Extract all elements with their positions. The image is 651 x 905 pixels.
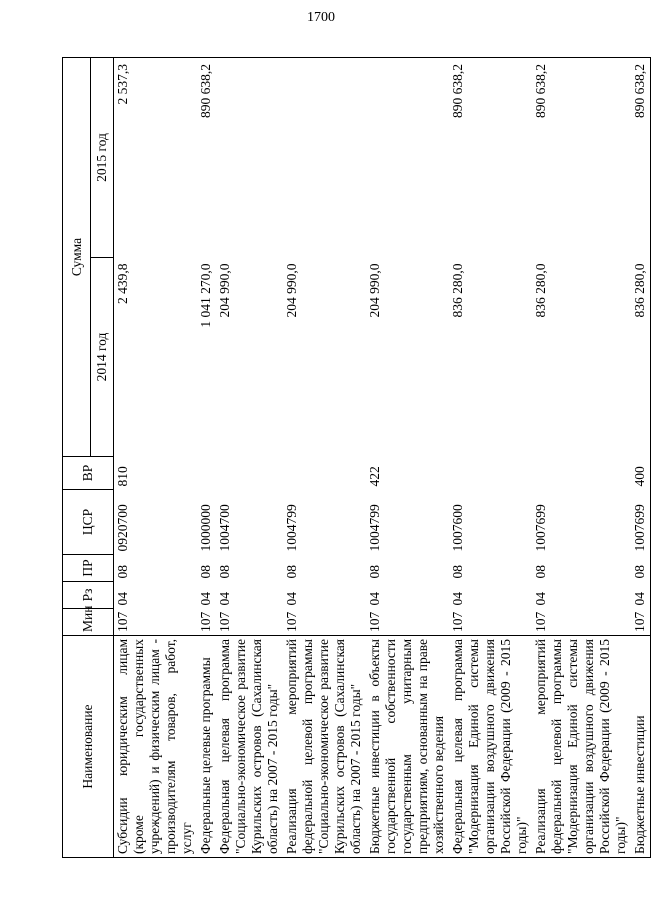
row-vr [449, 457, 532, 490]
header-year-2015: 2015 год [91, 57, 114, 257]
row-name: Бюджетные инвестиции в объекты государственной собственности государственным унитарным предприятиям, основанным на праве хозяйственного ведения [366, 636, 449, 858]
row-rz: 04 [367, 592, 382, 606]
budget-table-sheet [62, 58, 647, 858]
table-row [532, 57, 631, 857]
header-vr: ВР [63, 457, 114, 490]
row-name: Субсидии юридическим лицам (кроме государственных учреждений) и физическим лицам - производителям товаров, работ, услуг [114, 636, 198, 858]
row-sum-2014: 836 280,0 [631, 258, 651, 457]
row-rz: 04 [115, 592, 130, 606]
row-pr: 08 [533, 565, 548, 579]
row-sum-2014: 204 990,0 [367, 263, 382, 318]
row-sum-2014: 204 990,0 [284, 263, 299, 318]
row-sum-2015 [216, 57, 283, 257]
row-min: 107 [631, 609, 651, 636]
row-min: 107 [533, 611, 548, 632]
row-csr: 1004799 [367, 504, 382, 552]
row-pr: 08 [367, 565, 382, 579]
row-pr: 08 [217, 565, 232, 579]
row-vr: 400 [631, 457, 651, 490]
row-csr: 1004700 [217, 504, 232, 552]
table-row [216, 57, 283, 857]
row-pr: 08 [450, 565, 465, 579]
row-name: Реализация мероприятий федеральной целевой программы "Модернизация Единой системы организации воздушного движения Российской Федерации (2009 - 2015 годы)" [532, 636, 631, 858]
page-number: 1700 [307, 10, 335, 25]
rotated-table-container [62, 58, 647, 858]
row-pr: 08 [115, 565, 130, 579]
table-header [63, 57, 114, 857]
header-name: Наименование [63, 636, 114, 858]
row-name: Федеральные целевые программы [197, 636, 216, 858]
header-rz: Рз [63, 582, 114, 609]
header-pr: ПР [63, 555, 114, 582]
row-vr [197, 457, 216, 490]
row-sum-2014: 204 990,0 [217, 263, 232, 318]
row-min: 107 [450, 611, 465, 632]
row-name: Бюджетные инвестиции [631, 636, 651, 858]
header-csr: ЦСР [63, 490, 114, 555]
header-year-2014: 2014 год [91, 258, 114, 457]
row-sum-2015: 890 638,2 [532, 57, 631, 257]
row-name: Федеральная целевая программа "Модернизация Единой системы организации воздушного движения Российской Федерации (2009 - 2015 годы)" [449, 636, 532, 858]
row-csr: 0920700 [115, 504, 130, 552]
table-row [449, 57, 532, 857]
row-csr: 1007600 [450, 504, 465, 552]
table-row [366, 57, 449, 857]
row-name: Федеральная целевая программа "Социально-экономическое развитие Курильских островов (Сахалинская область) на 2007 - 2015 годы" [216, 636, 283, 858]
row-rz: 04 [198, 592, 213, 606]
header-min: Мин [63, 609, 114, 636]
row-pr: 08 [631, 555, 651, 582]
row-vr [216, 457, 283, 490]
row-sum-2014: 836 280,0 [533, 263, 548, 318]
row-vr: 810 [115, 466, 130, 487]
row-rz: 04 [533, 592, 548, 606]
row-csr: 1007699 [533, 504, 548, 552]
row-sum-2015: 890 638,2 [197, 57, 216, 257]
table-row [283, 57, 366, 857]
table-row [631, 57, 651, 857]
row-sum-2014: 2 439,8 [115, 263, 130, 304]
budget-table [62, 57, 651, 858]
row-min: 107 [217, 611, 232, 632]
row-vr: 422 [367, 466, 382, 487]
header-sum: Сумма [63, 57, 91, 456]
row-sum-2015 [283, 57, 366, 257]
row-rz: 04 [631, 582, 651, 609]
row-pr: 08 [198, 565, 213, 579]
table-body [114, 57, 651, 857]
row-rz: 04 [284, 592, 299, 606]
row-vr [532, 457, 631, 490]
row-min: 107 [367, 611, 382, 632]
row-pr: 08 [284, 565, 299, 579]
row-rz: 04 [450, 592, 465, 606]
row-min: 107 [115, 611, 130, 632]
row-csr: 1007699 [631, 490, 651, 555]
row-min: 107 [284, 611, 299, 632]
row-vr [283, 457, 366, 490]
row-name: Реализация мероприятий федеральной целевой программы "Социально-экономическое развитие Курильских островов (Сахалинская область) на 2007 - 2015 годы" [283, 636, 366, 858]
table-row [197, 57, 216, 857]
row-min: 107 [198, 611, 213, 632]
row-sum-2015: 890 638,2 [631, 57, 651, 257]
row-rz: 04 [217, 592, 232, 606]
row-sum-2015 [366, 57, 449, 257]
row-csr: 1000000 [198, 504, 213, 552]
table-row [114, 57, 198, 857]
row-csr: 1004799 [284, 504, 299, 552]
row-sum-2015: 890 638,2 [449, 57, 532, 257]
row-sum-2014: 836 280,0 [450, 263, 465, 318]
row-sum-2014: 1 041 270,0 [198, 263, 213, 328]
row-sum-2015: 2 537,3 [114, 57, 198, 257]
